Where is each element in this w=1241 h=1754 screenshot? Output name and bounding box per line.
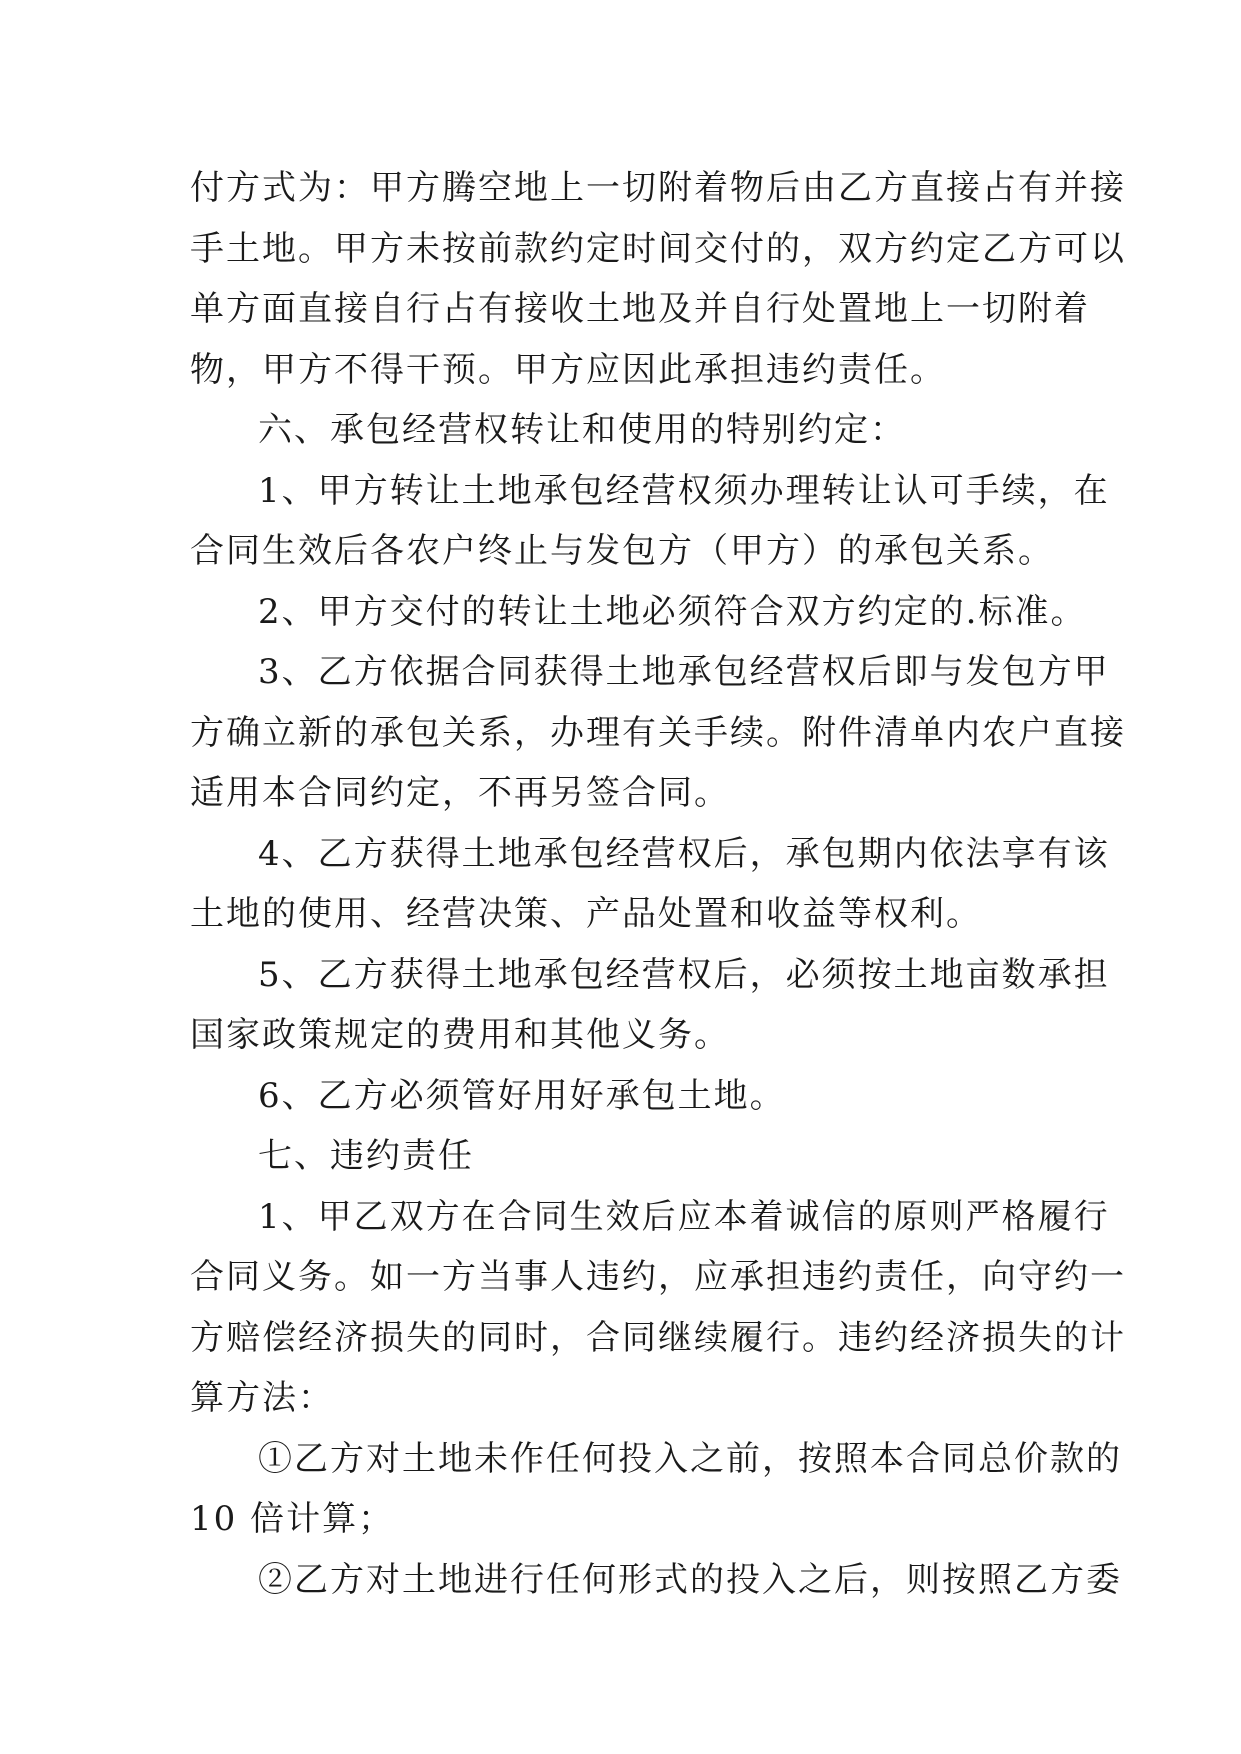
text-line: 算方法： [190,1378,334,1418]
text-line: 1、甲乙双方在合同生效后应本着诚信的原则严格履行 [258,1196,1110,1237]
text-line: 国家政策规定的费用和其他义务。 [190,1015,730,1055]
text-line: 七、违约责任 [258,1136,474,1176]
text-line: 单方面直接自行占有接收土地及并自行处置地上一切附着 [190,289,1090,329]
text-line: 方确立新的承包关系，办理有关手续。附件清单内农户直接 [190,712,1126,753]
text-line: 3、乙方依据合同获得土地承包经营权后即与发包方甲 [258,652,1110,692]
text-line: 10 倍计算； [190,1499,395,1539]
text-line: 手土地。甲方未按前款约定时间交付的，双方约定乙方可以 [190,228,1126,269]
text-line: 2、甲方交付的转让土地必须符合双方约定的.标准。 [258,591,1087,632]
text-line: 4、乙方获得土地承包经营权后，承包期内依法享有该 [258,833,1110,874]
text-line: 适用本合同约定，不再另签合同。 [190,773,730,813]
contract-body-text [190,158,1126,1610]
text-line: 土地的使用、经营决策、产品处置和收益等权利。 [190,894,982,934]
text-line: 5、乙方获得土地承包经营权后，必须按土地亩数承担 [258,954,1110,995]
text-line: 六、承包经营权转让和使用的特别约定： [258,410,906,450]
text-line: 合同生效后各农户终止与发包方（甲方）的承包关系。 [190,531,1054,571]
text-line: 1、甲方转让土地承包经营权须办理转让认可手续，在 [258,470,1110,511]
text-line: ②乙方对土地进行任何形式的投入之后，则按照乙方委 [258,1559,1122,1600]
text-line: 合同义务。如一方当事人违约，应承担违约责任，向守约一 [190,1257,1126,1297]
text-line: 6、乙方必须管好用好承包土地。 [258,1075,786,1116]
text-line: 付方式为：甲方腾空地上一切附着物后由乙方直接占有并接 [190,168,1126,208]
text-line: 方赔偿经济损失的同时，合同继续履行。违约经济损失的计 [190,1317,1126,1358]
text-line: ①乙方对土地未作任何投入之前，按照本合同总价款的 [258,1438,1122,1479]
text-line: 物，甲方不得干预。甲方应因此承担违约责任。 [190,349,946,390]
